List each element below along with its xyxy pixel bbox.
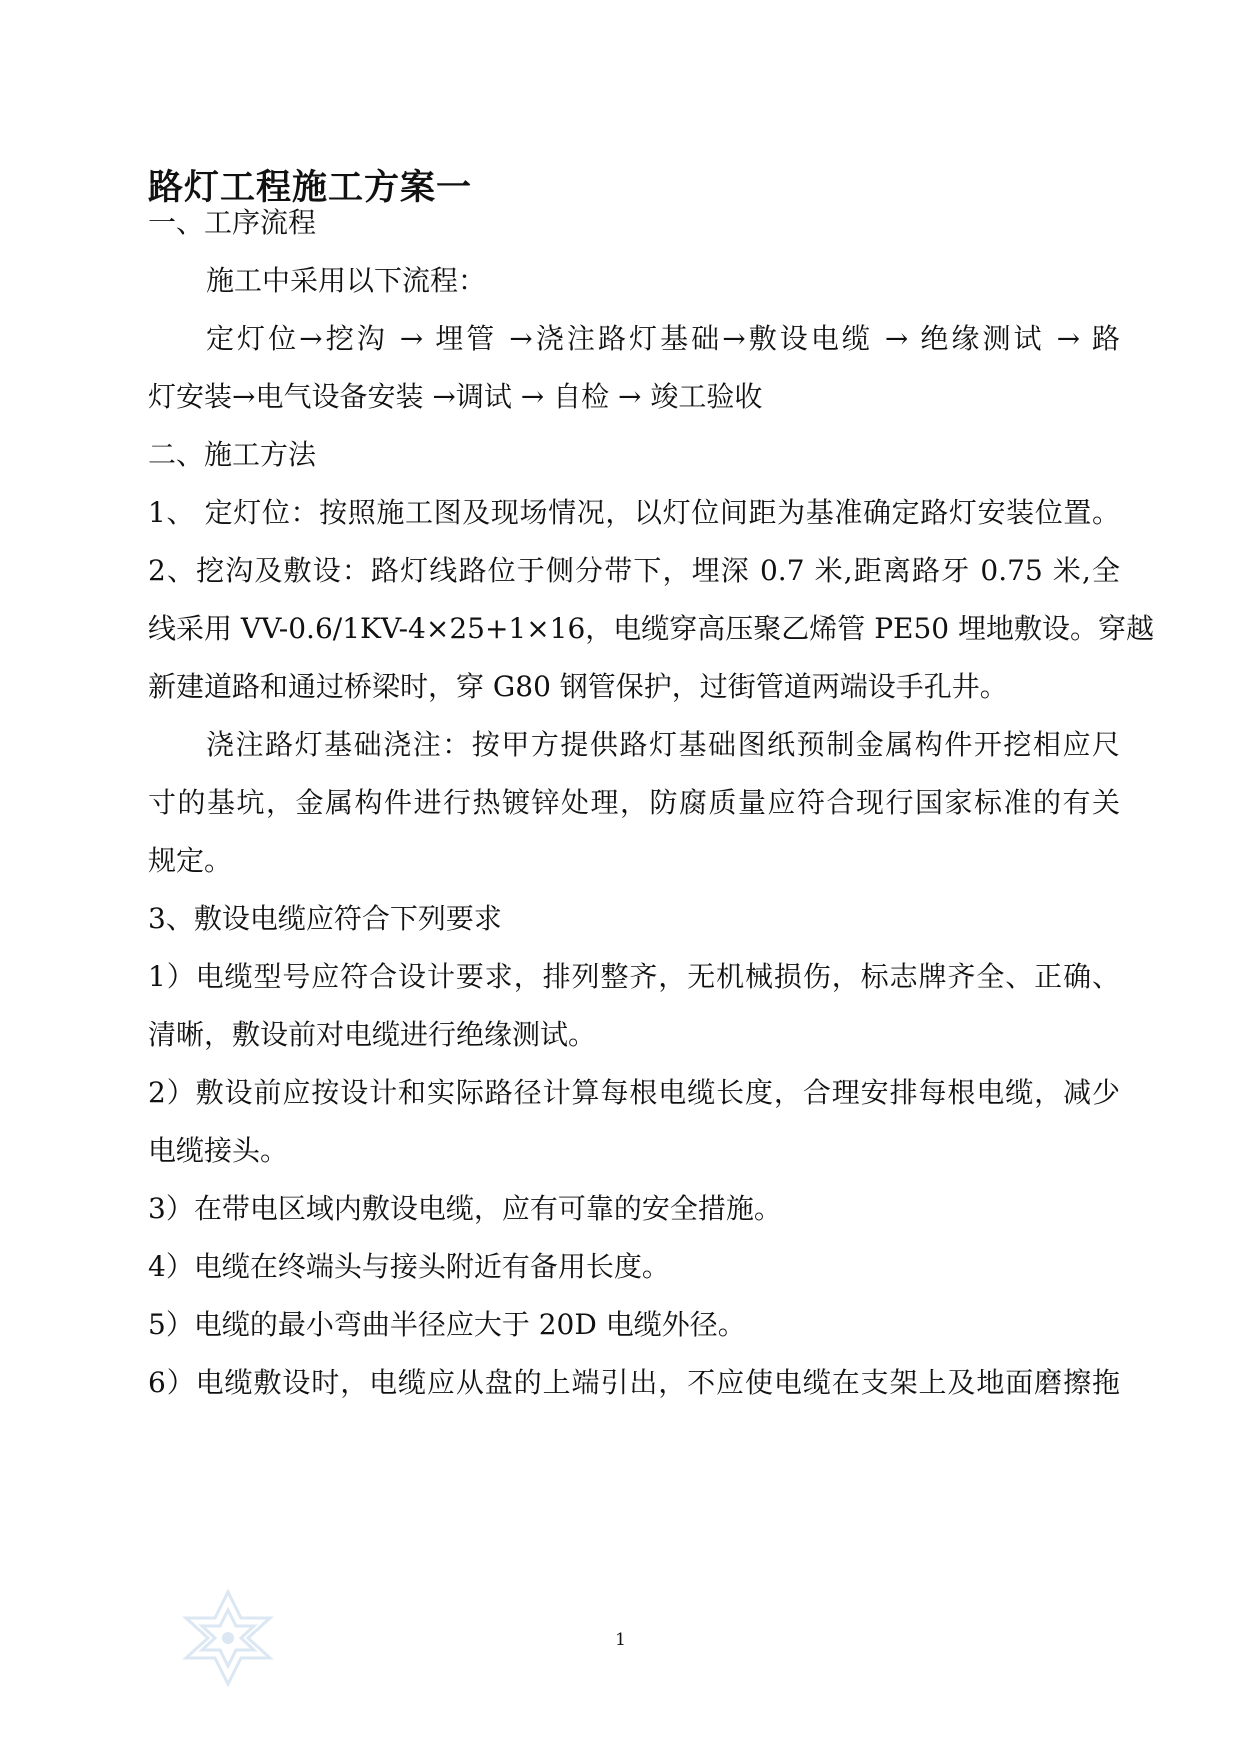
paragraph-line: 寸的基坑，金属构件进行热镀锌处理，防腐质量应符合现行国家标准的有关: [148, 786, 1120, 819]
paragraph-line: 浇注路灯基础浇注：按甲方提供路灯基础图纸预制金属构件开挖相应尺: [206, 728, 1120, 761]
section-heading-method: 二、施工方法: [148, 438, 317, 471]
paragraph-line: 规定。: [148, 844, 233, 877]
list-item-continuation: 电缆接头。: [148, 1134, 289, 1167]
paragraph-line: 2、挖沟及敷设：路灯线路位于侧分带下，埋深 0.7 米,距离路牙 0.75 米,全: [148, 554, 1120, 587]
paragraph-line: 线采用 VV-0.6/1KV-4×25+1×16，电缆穿高压聚乙烯管 PE50 埋地敷设。穿越: [148, 612, 1155, 645]
document-title: 路灯工程施工方案一: [148, 167, 473, 208]
paragraph-line: 1、 定灯位：按照施工图及现场情况，以灯位间距为基准确定路灯安装位置。: [148, 496, 1120, 529]
list-item: 6）电缆敷设时，电缆应从盘的上端引出，不应使电缆在支架上及地面磨擦拖: [148, 1366, 1120, 1399]
list-item: 1）电缆型号应符合设计要求，排列整齐，无机械损伤，标志牌齐全、正确、: [148, 960, 1120, 993]
list-item: 2）敷设前应按设计和实际路径计算每根电缆长度，合理安排每根电缆，减少: [148, 1076, 1120, 1109]
paragraph-line: 新建道路和通过桥梁时，穿 G80 钢管保护，过街管道两端设手孔井。: [148, 670, 1008, 703]
paragraph-line: 灯安装→电气设备安装 →调试 → 自检 → 竣工验收: [148, 380, 763, 413]
paragraph-line: 定灯位→挖沟 → 埋管 →浇注路灯基础→敷设电缆 → 绝缘测试 → 路: [206, 322, 1120, 355]
list-heading: 3、敷设电缆应符合下列要求: [148, 902, 502, 935]
section-heading-process: 一、工序流程: [148, 206, 317, 239]
list-item: 3）在带电区域内敷设电缆，应有可靠的安全措施。: [148, 1192, 782, 1225]
list-item-continuation: 清晰，敷设前对电缆进行绝缘测试。: [148, 1018, 597, 1051]
page-number: 1: [615, 1630, 626, 1650]
paragraph-line: 施工中采用以下流程：: [206, 264, 487, 297]
list-item: 4）电缆在终端头与接头附近有备用长度。: [148, 1250, 670, 1283]
watermark-logo-icon: [178, 1588, 278, 1688]
list-item: 5）电缆的最小弯曲半径应大于 20D 电缆外径。: [148, 1308, 746, 1341]
